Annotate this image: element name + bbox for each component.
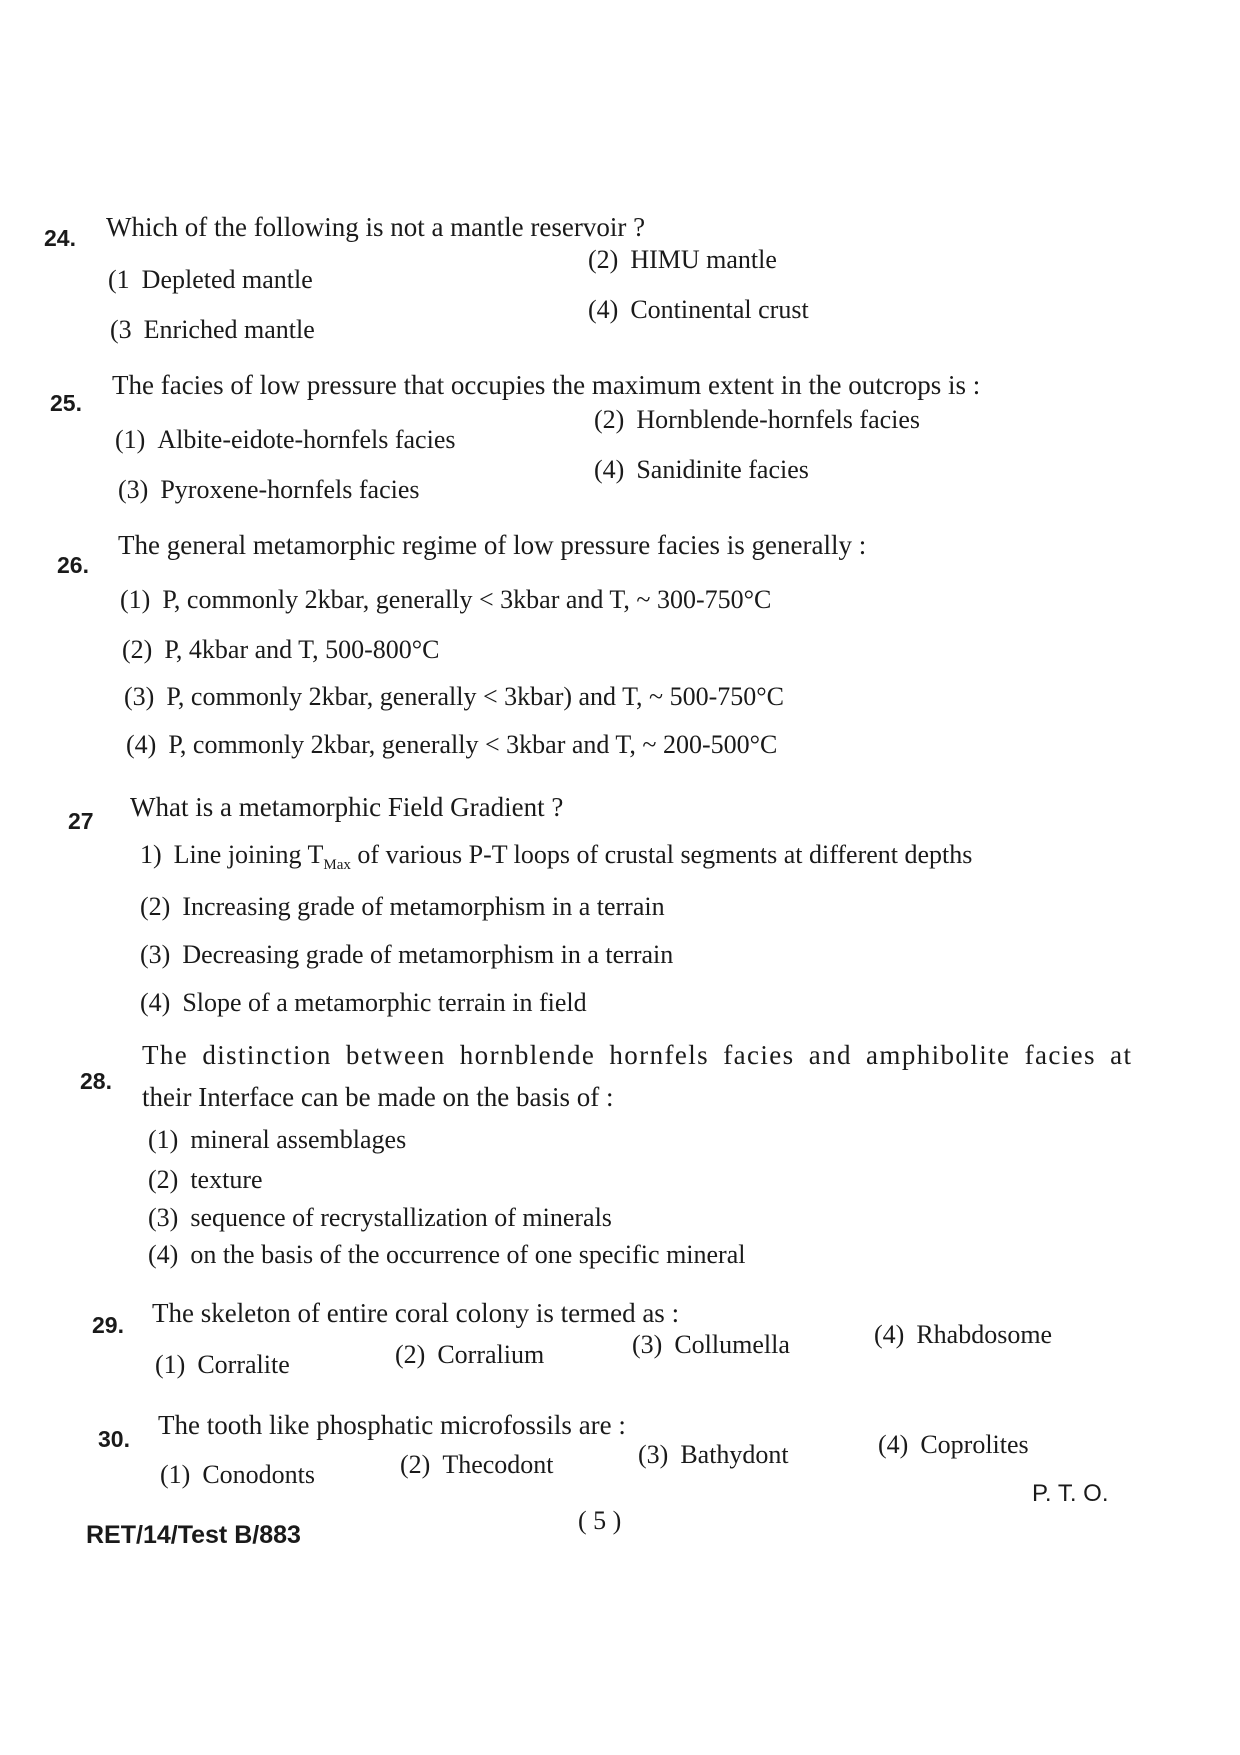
option: (2) Hornblende-hornfels facies <box>594 405 921 434</box>
question-number: 25. <box>50 390 82 416</box>
footer-pto: P. T. O. <box>1032 1480 1109 1507</box>
question-number: 28. <box>80 1068 112 1094</box>
option: 1) Line joining $T_{Max}$ of various P-T loops of crustal segments at different depths <box>140 840 973 873</box>
footer-page-number: ( 5 ) <box>578 1506 622 1535</box>
option: (2) Increasing grade of metamorphism in a terrain <box>140 892 665 921</box>
question-number: 30. <box>98 1426 130 1452</box>
option: (2) HIMU mantle <box>588 245 777 274</box>
option: (4) on the basis of the occurrence of one specific mineral <box>148 1240 746 1269</box>
option: (3) Decreasing grade of metamorphism in a terrain <box>140 940 674 969</box>
option: (1) Corralite <box>155 1350 290 1379</box>
question-number: 29. <box>92 1312 124 1338</box>
option: (3) Pyroxene-hornfels facies <box>118 475 420 504</box>
question-number: 27 <box>68 808 94 834</box>
option: (3) Collumella <box>632 1330 790 1359</box>
option: (3 Enriched mantle <box>110 315 315 344</box>
question-number: 24. <box>44 225 76 251</box>
option: (3) P, commonly 2kbar, generally < 3kbar) and T, ~ 500-750°C <box>124 682 785 711</box>
option: (4) Rhabdosome <box>874 1320 1053 1349</box>
question-text: The skeleton of entire coral colony is termed as : <box>152 1298 680 1328</box>
question-number: 26. <box>57 552 89 578</box>
question-text-line-1: The distinction between hornblende hornfels facies and amphibolite facies at <box>142 1040 1133 1070</box>
option: (1) P, commonly 2kbar, generally < 3kbar and T, ~ 300-750°C <box>120 585 772 614</box>
option: (4) Continental crust <box>588 295 809 324</box>
footer-paper-code: RET/14/Test B/883 <box>86 1521 301 1549</box>
question-text: What is a metamorphic Field Gradient ? <box>130 792 564 822</box>
question-text: Which of the following is not a mantle reservoir ? <box>106 212 646 242</box>
option: (1 Depleted mantle <box>108 265 313 294</box>
question-text: The general metamorphic regime of low pressure facies is generally : <box>118 530 867 560</box>
option: (1) Conodonts <box>160 1460 316 1489</box>
question-text: The tooth like phosphatic microfossils are : <box>158 1410 626 1440</box>
option: (2) texture <box>148 1165 263 1194</box>
option: (2) Corralium <box>395 1340 545 1369</box>
option: (3) Bathydont <box>638 1440 789 1469</box>
option: (4) Coprolites <box>878 1430 1029 1459</box>
question-text: The facies of low pressure that occupies the maximum extent in the outcrops is : <box>112 370 981 400</box>
option: (4) P, commonly 2kbar, generally < 3kbar and T, ~ 200-500°C <box>126 730 778 759</box>
option: (3) sequence of recrystallization of minerals <box>148 1203 612 1232</box>
option: (1) Albite-eidote-hornfels facies <box>115 425 456 454</box>
question-text-line-2: their Interface can be made on the basis of : <box>142 1082 614 1112</box>
option: (4) Sanidinite facies <box>594 455 809 484</box>
option: (2) Thecodont <box>400 1450 554 1479</box>
option: (4) Slope of a metamorphic terrain in field <box>140 988 587 1017</box>
option: (2) P, 4kbar and T, 500-800°C <box>122 635 440 664</box>
option: (1) mineral assemblages <box>148 1125 407 1154</box>
